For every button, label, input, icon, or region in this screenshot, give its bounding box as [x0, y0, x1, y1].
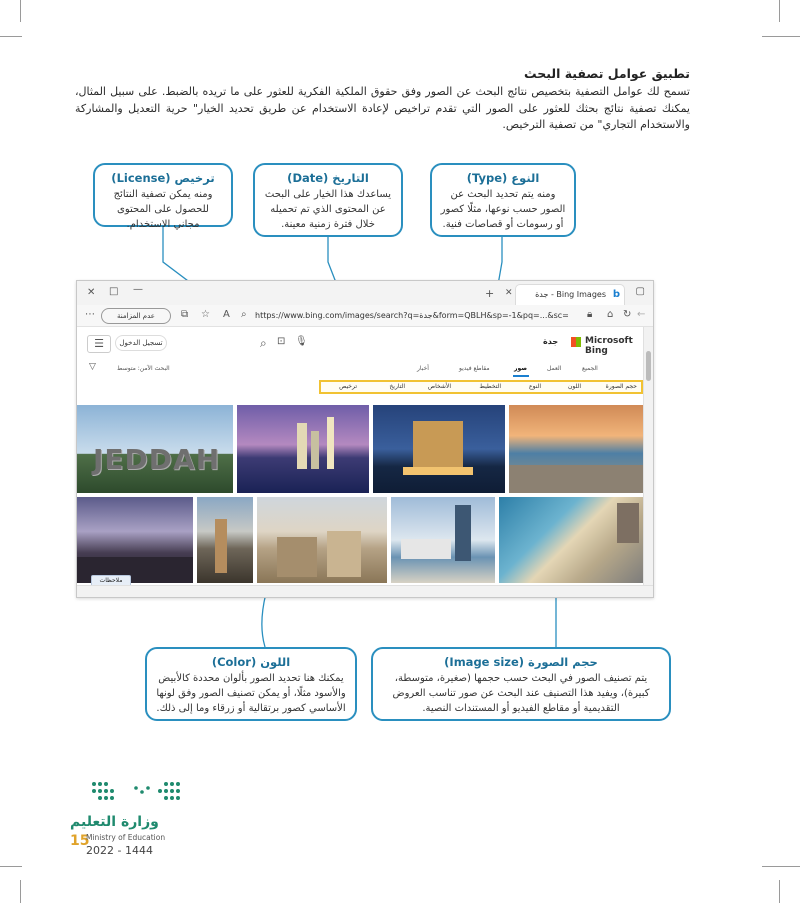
microsoft-logo-icon — [571, 337, 581, 347]
search-icon: ⌕ — [241, 309, 247, 320]
callout-license-title: ترخيص (License) — [111, 171, 215, 185]
result-image-beach-aerial[interactable] — [499, 497, 645, 583]
result-image-hotel-night[interactable] — [373, 405, 505, 493]
browser-titlebar — [77, 281, 653, 305]
page-number: 15 — [70, 833, 90, 849]
window-minimize-icon[interactable]: — — [133, 284, 143, 295]
result-image-historic[interactable] — [257, 497, 387, 583]
refresh-icon[interactable]: ↻ — [623, 309, 632, 320]
collections-icon[interactable]: ⧉ — [181, 309, 189, 320]
nav-tab-videos[interactable]: مقاطع فيديو — [459, 365, 490, 372]
callout-color-title: اللون (Color) — [211, 655, 291, 669]
result-image-corniche[interactable] — [509, 405, 645, 493]
browser-window — [76, 280, 654, 598]
url-field[interactable]: https://www.bing.com/images/search?q=جدة&form=QBLH&sp=-1&pq=...&sc= — [255, 311, 569, 320]
microphone-icon[interactable]: 🎙︎ — [295, 336, 308, 347]
callout-license-body: ومنه يمكن تصفية النتائج للحصول على المحتوى مجاني الاستخدام. — [113, 189, 213, 230]
tab-actions-icon[interactable]: ▢ — [635, 286, 645, 297]
result-image-dusk-city[interactable] — [77, 497, 193, 583]
signin-label: تسجيل الدخول — [119, 339, 163, 347]
visual-search-icon[interactable]: ⊡ — [277, 336, 286, 347]
nav-tab-news[interactable]: أخبار — [417, 365, 429, 372]
filter-date[interactable]: التاريخ — [389, 383, 405, 390]
hamburger-menu-icon[interactable]: ☰ — [87, 335, 111, 353]
bing-brand: Microsoft Bing — [585, 336, 633, 356]
callout-type — [430, 163, 576, 237]
vertical-scrollbar[interactable] — [643, 327, 653, 587]
callout-image-size-body: يتم تصنيف الصور في البحث حسب حجمها (صغيرة، متوسطة، كبيرة)، ويفيد هذا التصنيف عند البحث عن صور تناسب العروض التقديمية أو مقاطع الفيديو أو المستندات النصية. — [392, 673, 650, 714]
ministry-logo — [70, 774, 200, 860]
callout-license — [93, 163, 233, 230]
horizontal-scrollbar[interactable] — [77, 585, 653, 597]
result-image-jeddah-sign[interactable] — [77, 405, 233, 493]
active-tab-underline — [513, 375, 529, 377]
window-restore-icon[interactable]: □ — [109, 286, 119, 297]
filter-image-size[interactable]: حجم الصورة — [605, 383, 637, 390]
filter-layout[interactable]: التخطيط — [479, 383, 501, 390]
jeddah-sign-text: JEDDAH — [93, 443, 221, 476]
result-image-night-towers[interactable] — [237, 405, 369, 493]
nav-tab-work[interactable]: العمل — [547, 365, 562, 372]
profile-label: عدم المزامنة — [117, 312, 155, 320]
image-filter-bar — [319, 380, 643, 394]
filter-people[interactable]: الأشخاص — [427, 383, 451, 390]
callout-type-body: ومنه يتم تحديد البحث عن الصور حسب نوعها، مثلًا كصور أو رسومات أو قصاصات فنية. — [440, 189, 566, 230]
tab-close-icon[interactable]: ✕ — [505, 288, 513, 298]
new-tab-icon[interactable]: + — [485, 287, 495, 300]
callout-type-title: النوع (Type) — [466, 171, 540, 185]
callout-color — [145, 647, 357, 721]
feedback-label: ملاحظات — [99, 577, 123, 584]
filter-type[interactable]: النوع — [529, 383, 541, 390]
callout-date — [253, 163, 403, 237]
search-query[interactable]: جدة — [543, 337, 559, 346]
result-image-skyline[interactable] — [197, 497, 253, 583]
forward-icon[interactable]: ← — [637, 309, 646, 320]
more-icon[interactable]: ⋯ — [85, 309, 95, 320]
search-icon[interactable]: ⌕ — [260, 336, 267, 350]
edition-year: 2022 - 1444 — [86, 844, 153, 857]
lock-icon: 🔒︎ — [587, 309, 593, 320]
intro-paragraph: تسمح لك عوامل التصفية بتخصيص نتائج البحث عن الصور وفق حقوق الملكية الفكرية للعثور على ما تريده بالضبط. على سبيل المثال، يمكنك تصفية نتائج بحثك للعثور على الصور التي تقدم تراخيص لإعادة الاستخدام عن طريق تحديد الخيار" حرية التعديل والمشاركة والاستخدام التجاري" من تصفية الترخيص. — [75, 85, 690, 131]
filter-color[interactable]: اللون — [568, 383, 581, 390]
callout-image-size-title: حجم الصورة (Image size) — [444, 655, 598, 669]
section-heading: تطبيق عوامل تصفية البحث — [524, 66, 690, 81]
nav-tab-all[interactable]: الجميع — [582, 365, 598, 372]
favorites-icon[interactable]: ☆ — [201, 309, 210, 320]
callout-image-size — [371, 647, 671, 721]
ministry-name-en: Ministry of Education — [86, 833, 166, 842]
signin-button[interactable] — [115, 335, 167, 351]
filter-icon[interactable]: ▽ — [89, 362, 96, 372]
callout-color-body: يمكنك هنا تحديد الصور بألوان محددة كالأبيض والأسود مثلًا، أو يمكن تصنيف الصور وفق لونها الأساسي كصور برتقالية أو زرقاء وما إلى ذلك. — [156, 673, 346, 714]
home-icon[interactable]: ⌂ — [607, 309, 614, 320]
address-bar-row — [77, 305, 653, 327]
window-close-icon[interactable]: ✕ — [87, 287, 96, 298]
ministry-name-ar: وزارة التعليم — [70, 814, 159, 830]
profile-button[interactable] — [101, 308, 171, 324]
safe-search[interactable]: البحث الآمن: متوسط — [117, 365, 170, 372]
browser-tab-title: Bing Images - جدة — [535, 290, 606, 299]
bing-tab-icon: b — [612, 289, 620, 300]
result-image-waterfront[interactable] — [391, 497, 495, 583]
read-aloud-icon[interactable]: A — [223, 309, 230, 320]
nav-tab-images[interactable]: صور — [514, 365, 528, 372]
filter-license[interactable]: ترخيص — [339, 383, 357, 390]
callout-date-title: التاريخ (Date) — [287, 171, 369, 185]
ministry-dots-icon — [88, 774, 198, 810]
browser-tab[interactable] — [515, 284, 625, 305]
callout-date-body: يساعدك هذا الخيار على البحث عن المحتوى الذي تم تحميله خلال فترة زمنية معينة. — [264, 189, 392, 230]
